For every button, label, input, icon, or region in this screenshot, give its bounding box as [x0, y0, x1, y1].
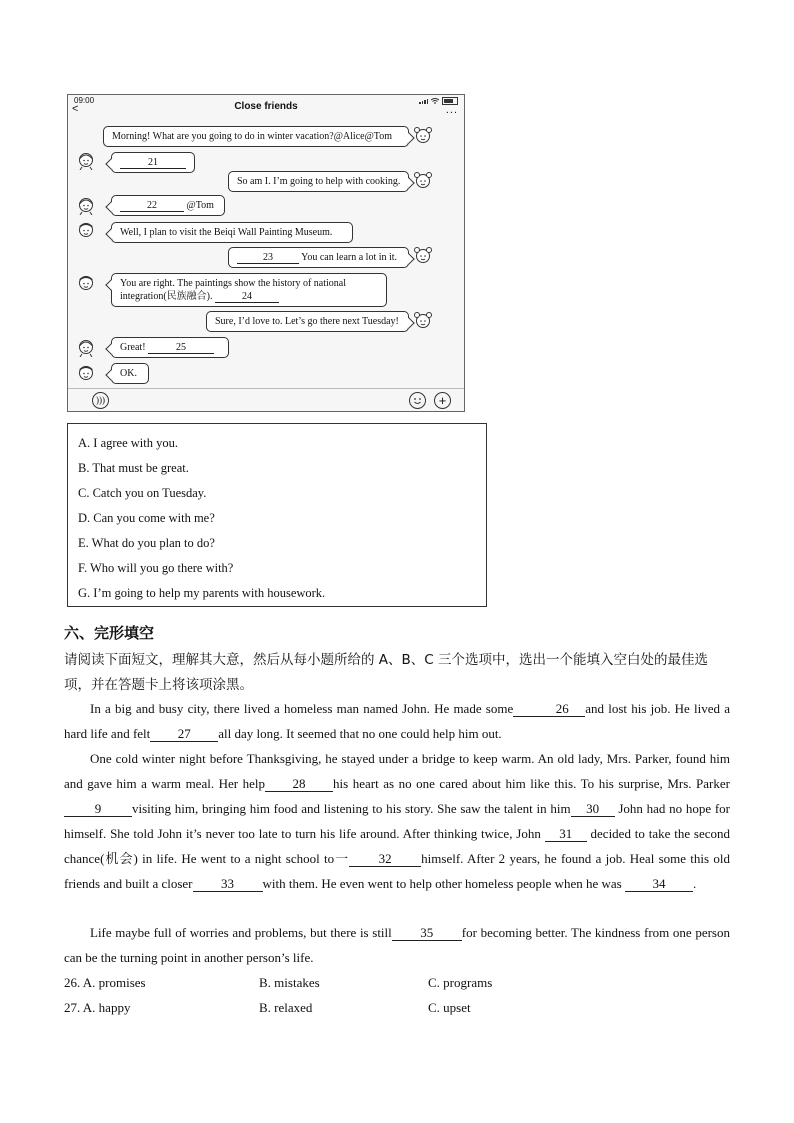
- passage-text: visiting him, bringing him food and listening to his story. She saw the talent in him: [132, 801, 571, 816]
- option-item: D. Can you come with me?: [78, 511, 215, 525]
- chat-message: [103, 126, 409, 147]
- blank-26: 26: [513, 702, 585, 717]
- option-item: F. Who will you go there with?: [78, 561, 234, 575]
- man-avatar-icon: [76, 363, 96, 383]
- chat-message: [111, 363, 149, 384]
- passage-paragraph-3: [64, 920, 730, 970]
- message-text: OK.: [120, 368, 137, 379]
- chat-message: [111, 337, 229, 358]
- passage-text: John had no hope for himself. She told John it’s never too late to turn his life around. After thinking twice, John: [64, 801, 730, 841]
- emoji-icon: [409, 392, 426, 409]
- question-27-option-a: 27. A. happy: [64, 1000, 131, 1015]
- section-title: 六、完形填空: [64, 624, 155, 642]
- back-arrow-icon: <: [72, 103, 79, 115]
- boy-avatar-icon: [76, 150, 96, 170]
- chat-input-bar: [68, 388, 464, 411]
- chat-message: [228, 247, 409, 268]
- girl-avatar-icon: [413, 125, 433, 145]
- man-avatar-icon: [76, 220, 96, 240]
- blank-28: 28: [265, 777, 333, 792]
- question-27-option-c: C. upset: [428, 1000, 471, 1015]
- question-26-option-b: B. mistakes: [259, 975, 320, 990]
- passage-text: One cold winter night before Thanksgiving, he stayed under a bridge to keep warm. An old lady, Mrs. Parker, found him and gave him a warm meal. Her help: [64, 751, 730, 791]
- blank-21: 21: [120, 157, 186, 169]
- girl-avatar-icon: [413, 310, 433, 330]
- chat-message: [111, 195, 225, 216]
- blank-32: 32: [349, 852, 421, 867]
- message-text: Well, I plan to visit the Beiqi Wall Painting Museum.: [120, 227, 333, 238]
- blank-35: 35: [392, 926, 462, 941]
- plus-icon: +: [434, 392, 451, 409]
- question-26-option-c: C. programs: [428, 975, 493, 990]
- message-text: So am I. I’m going to help with cooking.: [237, 176, 401, 187]
- passage-text: Life maybe full of worries and problems, but there is still: [90, 925, 392, 940]
- girl-avatar-icon: [413, 170, 433, 190]
- option-item: E. What do you plan to do?: [78, 536, 215, 550]
- more-menu-icon: ...: [445, 104, 458, 116]
- chat-screenshot: [67, 94, 465, 412]
- option-item: A. I agree with you.: [78, 436, 178, 450]
- passage-text: decided to take the second chance(机会) in life. He went to a night school to一: [64, 826, 731, 866]
- chat-message: [111, 222, 353, 243]
- passage-text: himself. After 2 years, he found a job. Heal some this old friends and built a closer: [64, 851, 730, 891]
- girl-avatar-icon: [413, 245, 433, 265]
- passage-text: In a big and busy city, there lived a homeless man named John. He made some: [90, 701, 514, 716]
- message-text: You are right. The paintings show the history of national: [120, 278, 346, 289]
- message-text: Sure, I’d love to. Let’s go there next Tuesday!: [215, 316, 399, 327]
- message-text: integration(民族融合).: [120, 291, 213, 302]
- voice-icon: ))): [92, 392, 109, 409]
- blank-22: 22: [120, 200, 184, 212]
- passage-paragraph-2: [64, 746, 730, 896]
- question-26-option-a: 26. A. promises: [64, 975, 146, 990]
- blank-25: 25: [148, 342, 214, 354]
- option-item: G. I’m going to help my parents with housework.: [78, 586, 326, 600]
- passage-text: his heart as no one cared about him like this. To his surprise, Mrs. Parker: [333, 776, 730, 791]
- passage-text: and lost his job. He lived a hard life and felt: [64, 701, 730, 741]
- clock-time: 09:00: [74, 96, 95, 105]
- chat-title: Close friends: [234, 101, 298, 112]
- question-27-option-b: B. relaxed: [259, 1000, 313, 1015]
- blank-23: 23: [237, 252, 299, 264]
- blank-30: 30: [571, 802, 615, 817]
- chat-message: [206, 311, 409, 332]
- blank-27: 27: [150, 727, 218, 742]
- boy-avatar-icon: [76, 337, 96, 357]
- wifi-icon: [431, 98, 439, 104]
- passage-paragraph-1: [64, 696, 730, 746]
- blank-34: 34: [625, 877, 693, 892]
- blank-29: 9: [64, 802, 132, 817]
- option-item: C. Catch you on Tuesday.: [78, 486, 207, 500]
- boy-avatar-icon: [76, 195, 96, 215]
- blank-24: 24: [215, 291, 279, 303]
- answer-options-box: [67, 423, 487, 607]
- passage-text: .: [692, 876, 697, 891]
- phone-status-bar: [68, 95, 464, 115]
- chat-message: [111, 273, 387, 307]
- signal-icon: [419, 99, 428, 104]
- section-instruction: 请阅读下面短文，理解其大意，然后从每小题所给的 A、B、C 三个选项中，选出一个能填入空白处的最佳选项，并在答题卡上将该项涂黑。: [64, 652, 709, 693]
- message-text: Great!: [120, 342, 146, 353]
- chat-message: [111, 152, 195, 173]
- message-text: Morning! What are you going to do in winter vacation?@Alice@Tom: [112, 131, 392, 142]
- man-avatar-icon: [76, 273, 96, 293]
- option-item: B. That must be great.: [78, 461, 189, 475]
- passage-text: with them. He even went to help other homeless people when he was: [262, 876, 622, 891]
- message-text: You can learn a lot in it.: [301, 252, 398, 263]
- passage-text: all day long. It seemed that no one could help him out.: [218, 726, 502, 741]
- chat-message: [228, 171, 409, 192]
- blank-33: 33: [193, 877, 263, 892]
- passage-text: for becoming better. The kindness from one person can be the turning point in another person’s life.: [64, 925, 730, 965]
- blank-31: 31: [545, 827, 587, 842]
- message-text: @Tom: [186, 200, 214, 211]
